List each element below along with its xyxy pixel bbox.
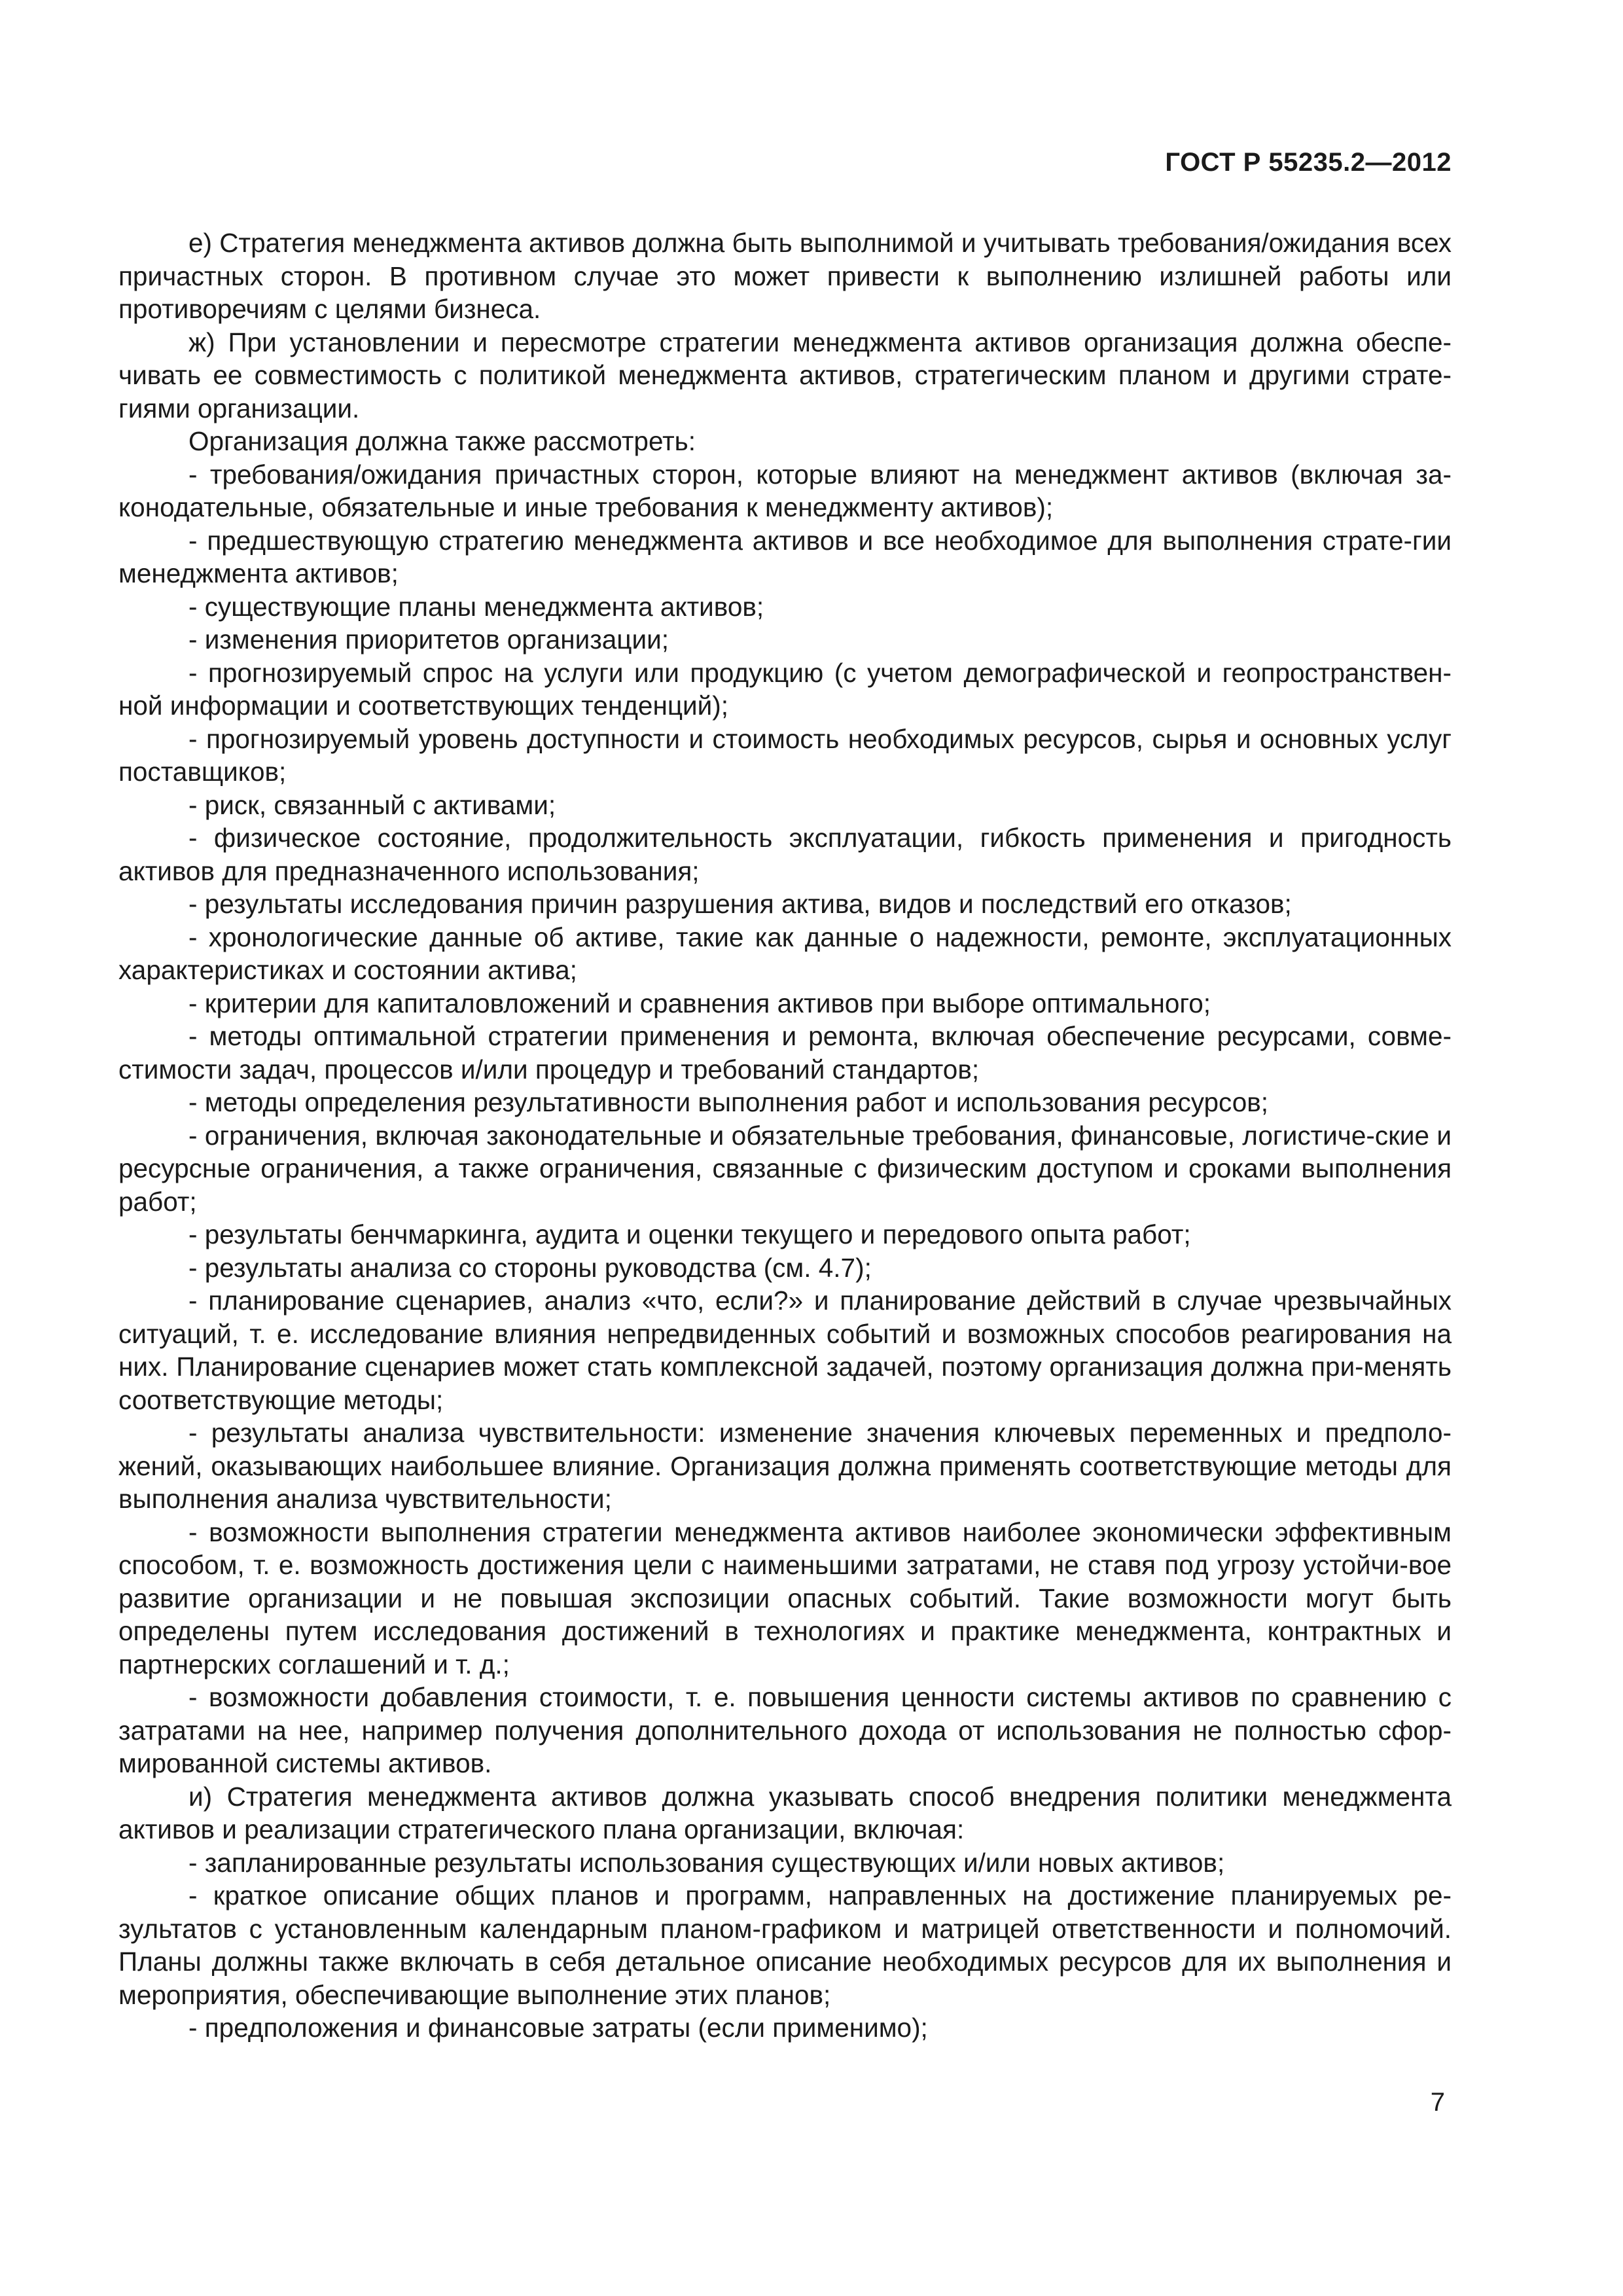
list-item: - критерии для капиталовложений и сравнения активов при выборе оптимального; — [188, 988, 1211, 1018]
list-item: - краткое описание общих планов и программ, направленных на достижение планируемых ре-зультатов с установленным календарным планом-графиком и матрицей ответственности и полномочий. Планы должны также включать в себя детальное описание необходимых ресурсов для их выполнения и мероприятия, обеспечивающие выполнение этих планов; — [118, 1880, 1452, 2010]
list-item: - результаты анализа со стороны руководства (см. 4.7); — [188, 1252, 872, 1283]
list-item: - результаты исследования причин разрушения актива, видов и последствий его отказов; — [188, 889, 1292, 919]
list-item: - методы определения результативности выполнения работ и использования ресурсов; — [188, 1087, 1269, 1117]
document-body — [118, 226, 1452, 2045]
list-item: - возможности выполнения стратегии менеджмента активов наиболее экономически эффективным способом, т. е. возможность достижения цели с наименьшими затратами, не ставя под угрозу устойчи-вое развитие организации и не повышая экспозиции опасных событий. Такие возможности могут быть определены путем исследования достижений в технологиях и практике менеджмента, контрактных и партнерских соглашений и т. д.; — [118, 1516, 1452, 1679]
paragraph: и) Стратегия менеджмента активов должна указывать способ внедрения политики менеджмента активов и реализации стратегического плана организации, включая: — [118, 1781, 1452, 1844]
list-item: - требования/ожидания причастных сторон, которые влияют на менеджмент активов (включая за-конодательные, обязательные и иные требования к менеджменту активов); — [118, 459, 1452, 522]
list-item: - предположения и финансовые затраты (если применимо); — [188, 2013, 928, 2043]
paragraph: Организация должна также рассмотреть: — [188, 426, 696, 456]
list-item: - изменения приоритетов организации; — [188, 624, 669, 655]
list-item: - прогнозируемый спрос на услуги или продукцию (с учетом демографической и геопространствен-ной информации и соответствующих тенденций); — [118, 657, 1452, 721]
list-item: - результаты анализа чувствительности: изменение значения ключевых переменных и предполо-жений, оказывающих наибольшее влияние. Организация должна применять соответствующие методы для выполнения анализа чувствительности; — [118, 1418, 1452, 1514]
paragraph: ж) При установлении и пересмотре стратегии менеджмента активов организация должна обеспе-чивать ее совместимость с политикой менеджмента активов, стратегическим планом и другими страте-гиями организации. — [118, 327, 1452, 423]
list-item: - прогнозируемый уровень доступности и стоимость необходимых ресурсов, сырья и основных услуг поставщиков; — [118, 723, 1452, 787]
list-item: - запланированные результаты использования существующих и/или новых активов; — [188, 1847, 1225, 1878]
list-item: - существующие планы менеджмента активов; — [188, 591, 764, 622]
document-designation: ГОСТ Р 55235.2—2012 — [1165, 148, 1452, 177]
list-item: - возможности добавления стоимости, т. е. повышения ценности системы активов по сравнению с затратами на нее, например получения дополнительного дохода от использования не полностью сфор-мированной системы активов. — [118, 1682, 1452, 1778]
list-item: - планирование сценариев, анализ «что, если?» и планирование действий в случае чрезвычайных ситуаций, т. е. исследование влияния непредвиденных событий и возможных способов реагирования на них. Планирование сценариев может стать комплексной задачей, поэтому организация должна при-менять соответствующие методы; — [118, 1285, 1452, 1415]
list-item: - хронологические данные об активе, такие как данные о надежности, ремонте, эксплуатационных характеристиках и состоянии актива; — [118, 922, 1452, 985]
paragraph: е) Стратегия менеджмента активов должна быть выполнимой и учитывать требования/ожидания всех причастных сторон. В противном случае это может привести к выполнению излишней работы или противоречиям с целями бизнеса. — [118, 228, 1452, 324]
list-item: - результаты бенчмаркинга, аудита и оценки текущего и передового опыта работ; — [188, 1219, 1191, 1249]
list-item: - риск, связанный с активами; — [188, 789, 556, 820]
list-item: - физическое состояние, продолжительность эксплуатации, гибкость применения и пригодность активов для предназначенного использования; — [118, 823, 1452, 886]
list-item: - методы оптимальной стратегии применения и ремонта, включая обеспечение ресурсами, совме-стимости задач, процессов и/или процедур и требований стандартов; — [118, 1021, 1452, 1085]
list-item: - предшествующую стратегию менеджмента активов и все необходимое для выполнения страте-гии менеджмента активов; — [118, 525, 1452, 588]
page-number: 7 — [1430, 2088, 1445, 2117]
list-item: - ограничения, включая законодательные и обязательные требования, финансовые, логистиче-ские и ресурсные ограничения, а также ограничения, связанные с физическим доступом и сроками выполнения работ; — [118, 1120, 1452, 1217]
